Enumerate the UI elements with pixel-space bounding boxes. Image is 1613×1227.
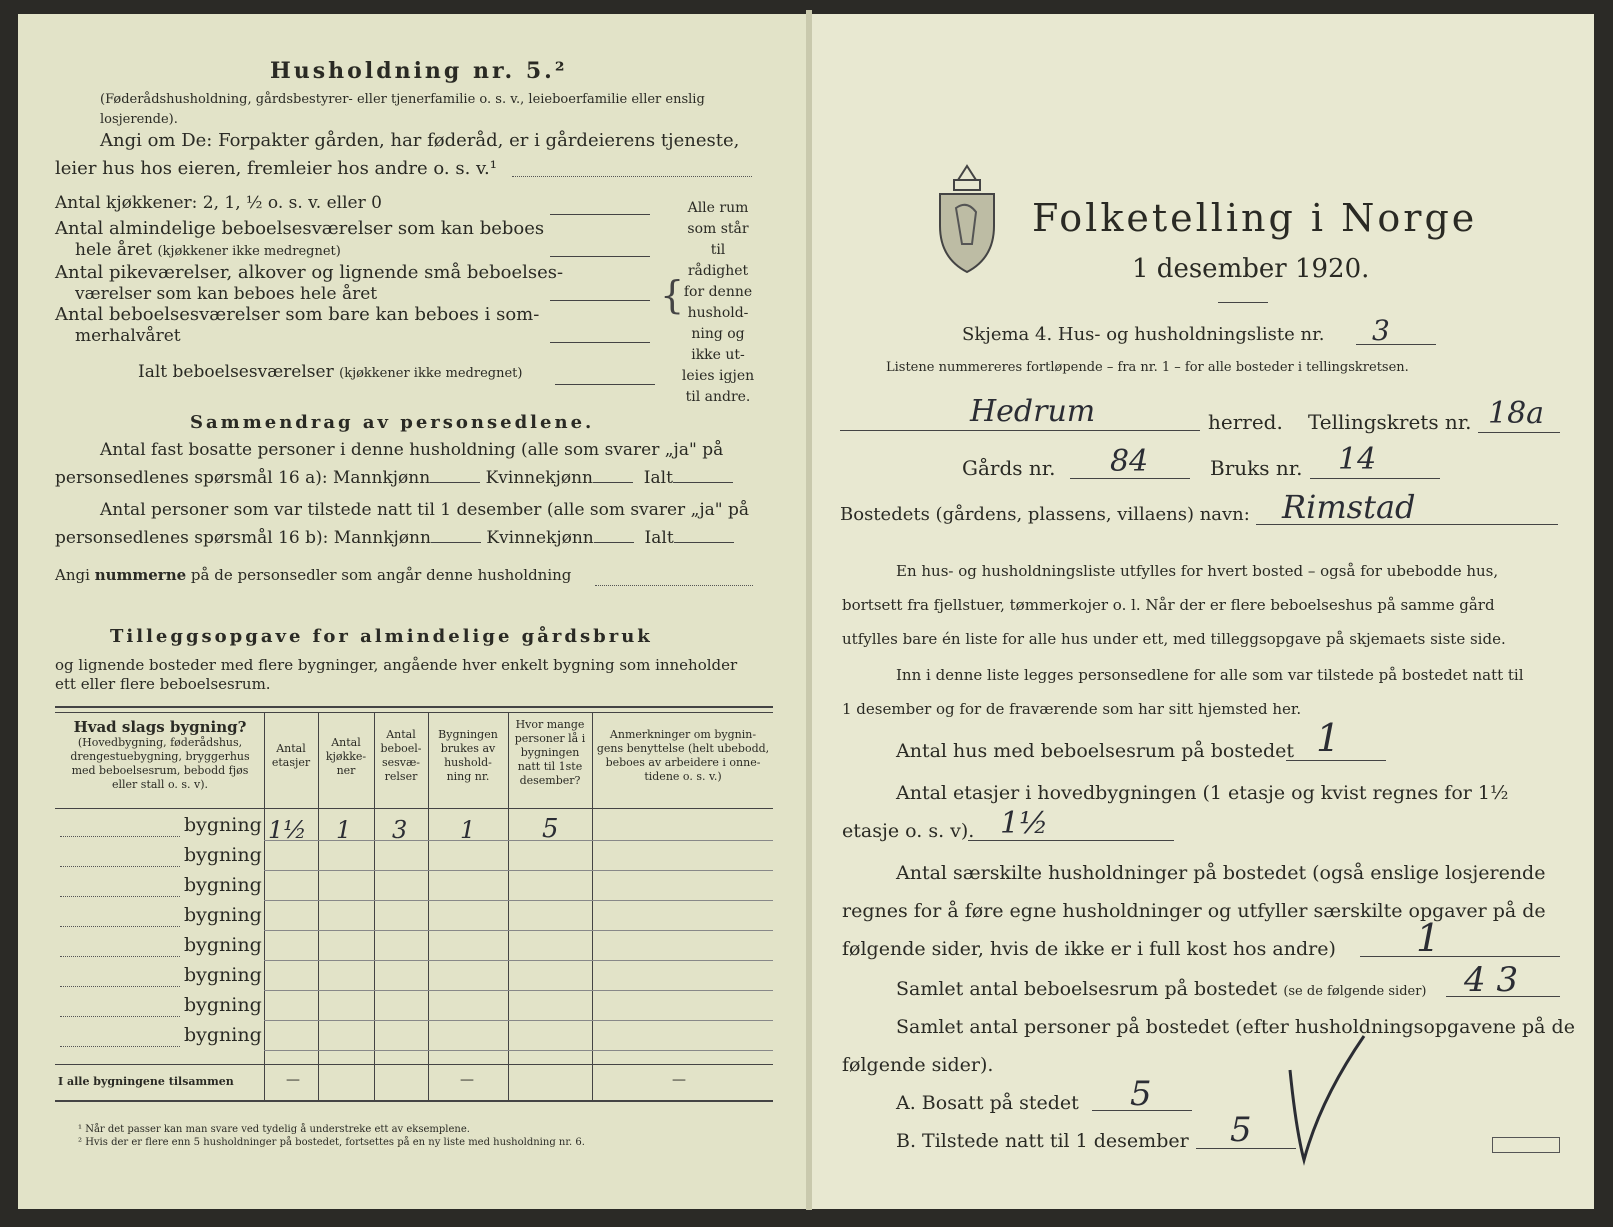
total-dash-anm: — bbox=[672, 1072, 686, 1088]
building-row-name-line bbox=[60, 836, 180, 837]
building-row-name-line bbox=[60, 986, 180, 987]
bosted-label: Bostedets (gårdens, plassens, villaens) navn: bbox=[840, 504, 1250, 525]
hus-label: Antal hus med beboelsesrum på bostedet bbox=[896, 740, 1295, 762]
total-label: I alle bygningene tilsammen bbox=[58, 1075, 234, 1088]
gards-line bbox=[1070, 478, 1190, 479]
bosatt-line bbox=[1092, 1110, 1192, 1111]
kitchens-answer-line bbox=[550, 214, 650, 215]
row1-personer: 5 bbox=[542, 814, 559, 844]
check-mark-icon bbox=[1280, 1030, 1370, 1170]
header-building-type: Hvad slags bygning? (Hovedbygning, føderådshus, drengestuebygning, bryggerhus med beboelsesrum, bebodd fjøs eller stall o. s. v). bbox=[70, 718, 250, 791]
schema-number: 3 bbox=[1372, 314, 1390, 347]
rooms-ordinary-answer-line bbox=[550, 256, 650, 257]
building-row-rule bbox=[264, 990, 773, 991]
bracket-brace: { bbox=[660, 273, 685, 317]
bosatt-label: A. Bosatt på stedet bbox=[896, 1092, 1079, 1114]
hush-label-3: følgende sider, hvis de ikke er i full kost hos andre) bbox=[842, 938, 1336, 960]
coat-of-arms-icon bbox=[936, 160, 998, 276]
header-anmerkninger: Anmerkninger om bygnin- gens benyttelse (helt ubebodd, beboes av arbeidere i onne- tidene o. s. v.) bbox=[596, 728, 770, 783]
building-row-label: bygning bbox=[184, 934, 262, 956]
numbers-answer-line bbox=[595, 585, 753, 586]
building-row-label: bygning bbox=[184, 814, 262, 836]
bruks-value: 14 bbox=[1338, 442, 1377, 477]
table-top-rule bbox=[55, 706, 773, 708]
supplement-subtitle-2: ett eller flere beboelsesrum. bbox=[55, 675, 271, 693]
herred-line bbox=[840, 430, 1200, 431]
kitchens-label: Antal kjøkkener: 2, 1, ½ o. s. v. eller 0 bbox=[55, 193, 382, 213]
building-row-label: bygning bbox=[184, 904, 262, 926]
building-row-rule bbox=[264, 960, 773, 961]
rooms-total-label: Ialt beboelsesværelser (kjøkkener ikke medregnet) bbox=[138, 362, 523, 382]
herred-label: herred. bbox=[1208, 410, 1283, 434]
occupancy-question-1: Angi om De: Forpakter gården, har føderåd, er i gårdeierens tjeneste, bbox=[100, 130, 740, 151]
rooms-small-label-2: værelser som kan beboes hele året bbox=[75, 284, 378, 304]
building-row-name-line bbox=[60, 1016, 180, 1017]
building-row-label: bygning bbox=[184, 1024, 262, 1046]
building-row-label: bygning bbox=[184, 844, 262, 866]
rooms-small-answer-line bbox=[550, 300, 650, 301]
row1-kjokkener: 1 bbox=[336, 816, 352, 844]
table-body-rule bbox=[55, 1064, 773, 1065]
info-line-3: utfylles bare én liste for alle hus under ett, med tilleggsopgave på skjemaets siste side. bbox=[842, 630, 1506, 648]
table-bottom-rule bbox=[55, 1100, 773, 1102]
hus-value: 1 bbox=[1316, 716, 1341, 760]
rooms-ordinary-label-2: hele året (kjøkkener ikke medregnet) bbox=[75, 240, 341, 260]
col-sep-3 bbox=[374, 712, 375, 1100]
building-row-rule bbox=[264, 930, 773, 931]
table-top-rule-2 bbox=[55, 712, 773, 713]
schema-line: Skjema 4. Hus- og husholdningsliste nr. bbox=[962, 324, 1325, 345]
hus-line bbox=[1286, 760, 1386, 761]
hush-label-2: regnes for å føre egne husholdninger og utfyller særskilte opgaver på de bbox=[842, 900, 1546, 922]
schema-number-line bbox=[1356, 344, 1436, 345]
bosted-value: Rimstad bbox=[1282, 488, 1416, 526]
hush-line bbox=[1360, 956, 1560, 957]
page-fold bbox=[806, 10, 812, 1210]
tilstede-label: B. Tilstede natt til 1 desember bbox=[896, 1130, 1189, 1152]
title-divider bbox=[1218, 302, 1268, 303]
bruks-label: Bruks nr. bbox=[1210, 456, 1303, 480]
info-line-4: Inn i denne liste legges personsedlene for alle som var tilstede på bostedet natt til bbox=[896, 666, 1524, 684]
rooms-ordinary-label-1: Antal almindelige beboelsesværelser som kan beboes bbox=[55, 218, 545, 239]
rooms-summer-answer-line bbox=[550, 342, 650, 343]
building-row-name-line bbox=[60, 896, 180, 897]
census-title: Folketelling i Norge bbox=[1032, 196, 1478, 240]
summary-resident-line-2: personsedlenes spørsmål 16 a): Mannkjønn Kvinnekjønn Ialt bbox=[55, 468, 733, 488]
supplement-subtitle-1: og lignende bosteder med flere bygninger, angående hver enkelt bygning som inneholder bbox=[55, 656, 738, 674]
rooms-summer-label-2: merhalvåret bbox=[75, 326, 181, 346]
samlet-rum-label: Samlet antal beboelsesrum på bostedet (se de følgende sider) bbox=[896, 978, 1427, 1000]
footnote-2: ² Hvis der er flere enn 5 husholdninger på bostedet, fortsettes på en ny liste med husholdning nr. 6. bbox=[78, 1137, 585, 1148]
row1-brukes: 1 bbox=[460, 816, 476, 844]
rooms-total-answer-line bbox=[555, 384, 655, 385]
col-sep-1 bbox=[264, 712, 265, 1100]
building-row-rule bbox=[264, 1020, 773, 1021]
bosted-line bbox=[1256, 524, 1558, 525]
header-vaerelser: Antal beboel- sesvæ- relser bbox=[380, 728, 422, 783]
etasjer-label-2: etasje o. s. v). bbox=[842, 820, 975, 842]
building-row-label: bygning bbox=[184, 874, 262, 896]
hush-label-1: Antal særskilte husholdninger på bostedet (også enslige losjerende bbox=[896, 862, 1546, 884]
header-kjokkener: Antal kjøkke- ner bbox=[325, 736, 367, 777]
gards-value: 84 bbox=[1110, 444, 1149, 479]
numbering-note: Listene nummereres fortløpende – fra nr. 1 – for alle bosteder i tellingskretsen. bbox=[886, 360, 1409, 375]
supplement-title: Tilleggsopgave for almindelige gårdsbruk bbox=[110, 626, 653, 647]
tilstede-value: 5 bbox=[1230, 1110, 1252, 1150]
samlet-rum-value: 4 3 bbox=[1464, 960, 1519, 1000]
building-row-rule bbox=[264, 870, 773, 871]
building-row-label: bygning bbox=[184, 994, 262, 1016]
rooms-small-label-1: Antal pikeværelser, alkover og lignende små beboelses- bbox=[55, 262, 564, 283]
hush-value: 1 bbox=[1416, 916, 1441, 960]
total-dash-etasjer: — bbox=[286, 1072, 300, 1088]
summary-present-line-1: Antal personer som var tilstede natt til 1 desember (alle som svarer „ja" på bbox=[100, 500, 750, 520]
building-row-rule bbox=[264, 1050, 773, 1051]
header-etasjer: Antal etasjer bbox=[271, 742, 311, 769]
summary-present-line-2: personsedlenes spørsmål 16 b): Mannkjønn Kvinnekjønn Ialt bbox=[55, 528, 734, 548]
bosatt-value: 5 bbox=[1130, 1074, 1152, 1114]
col-sep-2 bbox=[318, 712, 319, 1100]
building-row-name-line bbox=[60, 866, 180, 867]
col-sep-4 bbox=[428, 712, 429, 1100]
total-dash-brukes: — bbox=[460, 1072, 474, 1088]
summary-resident-line-1: Antal fast bosatte personer i denne husholdning (alle som svarer „ja" på bbox=[100, 440, 724, 460]
krets-value: 18a bbox=[1488, 396, 1545, 431]
building-row-name-line bbox=[60, 1046, 180, 1047]
bruks-line bbox=[1310, 478, 1440, 479]
header-personer: Hvor mange personer lå i bygningen natt til 1ste desember? bbox=[514, 718, 586, 787]
info-line-2: bortsett fra fjellstuer, tømmerkojer o. l. Når der er flere beboelseshus på samme gård bbox=[842, 596, 1495, 614]
info-line-1: En hus- og husholdningsliste utfylles for hvert bosted – også for ubebodde hus, bbox=[896, 562, 1499, 580]
col-sep-6 bbox=[592, 712, 593, 1100]
occupancy-question-2: leier hus hos eieren, fremleier hos andre o. s. v.¹ bbox=[55, 158, 497, 179]
col-sep-5 bbox=[508, 712, 509, 1100]
table-header-rule bbox=[55, 808, 773, 809]
herred-value: Hedrum bbox=[970, 394, 1096, 429]
krets-line bbox=[1478, 432, 1560, 433]
etasjer-line bbox=[968, 840, 1174, 841]
building-row-name-line bbox=[60, 926, 180, 927]
info-line-5: 1 desember og for de fraværende som har sitt hjemsted her. bbox=[842, 700, 1302, 718]
census-date: 1 desember 1920. bbox=[1132, 254, 1370, 284]
bracket-note: Alle rum som står til rådighet for denne hushold- ning og ikke ut- leies igjen til andre. bbox=[681, 200, 755, 405]
rooms-summer-label-1: Antal beboelsesværelser som bare kan beboes i som- bbox=[55, 304, 540, 325]
samlet-pers-label-2: følgende sider). bbox=[842, 1054, 994, 1076]
header-brukes: Bygningen brukes av hushold- ning nr. bbox=[438, 728, 498, 783]
row1-vaerelser: 3 bbox=[392, 816, 408, 844]
occupancy-answer-line bbox=[512, 176, 752, 177]
household-title: Husholdning nr. 5.² bbox=[270, 58, 568, 84]
building-row-rule bbox=[264, 900, 773, 901]
samlet-rum-line bbox=[1446, 996, 1560, 997]
etasjer-label-1: Antal etasjer i hovedbygningen (1 etasje og kvist regnes for 1½ bbox=[896, 782, 1509, 804]
building-row-label: bygning bbox=[184, 964, 262, 986]
summary-title: Sammendrag av personsedlene. bbox=[190, 412, 595, 433]
printer-stamp bbox=[1492, 1137, 1560, 1153]
footnote-1: ¹ Når det passer kan man svare ved tydelig å understreke ett av eksemplene. bbox=[78, 1124, 470, 1135]
gards-label: Gårds nr. bbox=[962, 456, 1056, 480]
samlet-pers-label-1: Samlet antal personer på bostedet (efter husholdningsopgavene på de bbox=[896, 1016, 1575, 1038]
numbers-line: Angi nummerne på de personsedler som angår denne husholdning bbox=[55, 566, 572, 584]
building-row-name-line bbox=[60, 956, 180, 957]
etasjer-value: 1½ bbox=[1000, 806, 1049, 841]
krets-label: Tellingskrets nr. bbox=[1308, 410, 1472, 434]
row1-etasjer: 1½ bbox=[268, 816, 307, 844]
household-intro-note: (Føderådshusholdning, gårdsbestyrer- eller tjenerfamilie o. s. v., leieboerfamilie eller enslig losjerende). bbox=[100, 92, 705, 127]
